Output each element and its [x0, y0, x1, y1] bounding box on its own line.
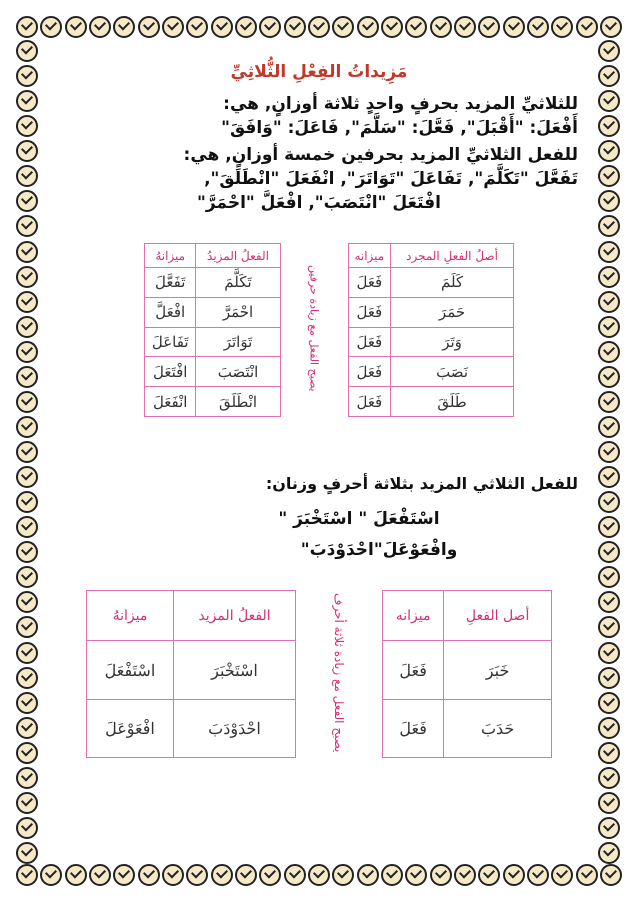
table-cell: حَدَبَ — [444, 699, 552, 757]
border-bead-icon — [405, 16, 427, 38]
border-bead-icon — [503, 864, 525, 886]
border-bead-icon — [16, 215, 38, 237]
table-cell: انْطَلَقَ — [196, 387, 280, 417]
border-bead-icon — [16, 792, 38, 814]
border-bead-icon — [138, 16, 160, 38]
border-bead-icon — [598, 341, 620, 363]
border-bead-icon — [598, 316, 620, 338]
table-cell: خَبَرَ — [444, 641, 552, 699]
border-bead-icon — [478, 16, 500, 38]
table-cell: افْعَلَّ — [145, 297, 196, 327]
table-cell: تَكَلَّمَ — [196, 268, 280, 298]
border-bead-icon — [284, 16, 306, 38]
border-bead-icon — [16, 115, 38, 137]
border-bead-icon — [551, 864, 573, 886]
border-bead-icon — [454, 864, 476, 886]
border-bead-icon — [16, 864, 38, 886]
border-bead-icon — [16, 616, 38, 638]
border-bead-icon — [598, 140, 620, 162]
border-bead-icon — [16, 65, 38, 87]
border-bead-icon — [598, 466, 620, 488]
table-cell: تَوَاتَرَ — [196, 327, 280, 357]
table-cell: تَفَاعَلَ — [145, 327, 196, 357]
border-bead-icon — [89, 864, 111, 886]
table-header: ميزانه — [348, 244, 390, 268]
border-bead-icon — [503, 16, 525, 38]
border-bead-icon — [211, 16, 233, 38]
border-bead-icon — [16, 366, 38, 388]
border-bead-icon — [598, 215, 620, 237]
table-header: الفعلُ المزيدُ — [196, 244, 280, 268]
border-bead-icon — [598, 566, 620, 588]
border-bead-icon — [40, 16, 62, 38]
border-bead-icon — [65, 16, 87, 38]
rule-three-letters: للفعل الثلاثي المزيد بثلاثة أحرفٍ وزنان: — [265, 474, 578, 493]
border-bead-icon — [16, 316, 38, 338]
border-bead-icon — [598, 842, 620, 864]
border-bead-icon — [284, 864, 306, 886]
side-label — [296, 591, 383, 758]
border-bead-icon — [89, 16, 111, 38]
border-bead-icon — [576, 16, 598, 38]
border-bead-icon — [598, 40, 620, 62]
border-bead-icon — [381, 864, 403, 886]
right-decorative-border — [598, 40, 622, 864]
border-bead-icon — [16, 767, 38, 789]
border-bead-icon — [16, 817, 38, 839]
top-decorative-border — [16, 16, 622, 40]
table-cell: وَتَرَ — [391, 327, 514, 357]
border-bead-icon — [598, 266, 620, 288]
border-bead-icon — [600, 864, 622, 886]
border-bead-icon — [598, 742, 620, 764]
table-cell: طَلَقَ — [391, 387, 514, 417]
border-bead-icon — [598, 90, 620, 112]
border-bead-icon — [527, 16, 549, 38]
border-bead-icon — [16, 266, 38, 288]
table-cell: انْفَعَلَ — [145, 387, 196, 417]
two-letter-table — [144, 243, 514, 417]
border-bead-icon — [598, 241, 620, 263]
rule-three-letters-example-b: وافْعَوْعَلَ"احْدَوْدَبَ" — [300, 540, 458, 560]
border-bead-icon — [16, 40, 38, 62]
side-label-text: يصبح الفعل مع زيادة ثلاثة أحرف — [332, 592, 347, 753]
border-bead-icon — [16, 466, 38, 488]
table-cell: فَعَلَ — [348, 297, 390, 327]
border-bead-icon — [357, 864, 379, 886]
border-bead-icon — [598, 792, 620, 814]
border-bead-icon — [308, 864, 330, 886]
border-bead-icon — [551, 16, 573, 38]
table-cell: فَعَلَ — [348, 327, 390, 357]
rule-two-letters-examples-a: تَفَعَّلَ "تَكَلَّمَ", تَفَاعَلَ "تَوَاتَرَ", انْفَعَلَ "انْطَلَقَ", — [204, 169, 578, 189]
border-bead-icon — [598, 65, 620, 87]
border-bead-icon — [598, 692, 620, 714]
border-bead-icon — [454, 16, 476, 38]
table-cell: احْمَرَّ — [196, 297, 280, 327]
border-bead-icon — [381, 16, 403, 38]
left-decorative-border — [16, 40, 40, 864]
border-bead-icon — [16, 140, 38, 162]
border-bead-icon — [598, 441, 620, 463]
border-bead-icon — [186, 864, 208, 886]
border-bead-icon — [598, 642, 620, 664]
border-bead-icon — [16, 491, 38, 513]
table-header: ميزانه — [383, 591, 444, 641]
table-cell: فَعَلَ — [348, 357, 390, 387]
table-header-row — [87, 591, 552, 641]
border-bead-icon — [430, 864, 452, 886]
three-letter-table — [86, 590, 552, 758]
border-bead-icon — [16, 667, 38, 689]
border-bead-icon — [16, 591, 38, 613]
bottom-decorative-border — [16, 864, 622, 888]
table-header: ميزانهُ — [87, 591, 174, 641]
table-cell: اسْتَفْعَلَ — [87, 641, 174, 699]
table-header-row — [145, 244, 514, 268]
border-bead-icon — [16, 516, 38, 538]
side-label-text: يصبح الفعل مع زيادة حرفين — [307, 265, 321, 392]
table-cell: افْعَوْعَلَ — [87, 699, 174, 757]
border-bead-icon — [16, 692, 38, 714]
border-bead-icon — [186, 16, 208, 38]
border-bead-icon — [259, 16, 281, 38]
border-bead-icon — [16, 190, 38, 212]
border-bead-icon — [16, 341, 38, 363]
rule-one-letter: للثلاثيِّ المزيد بحرفٍ واحدٍ ثلاثة أوزانٍ, هي: — [223, 94, 578, 114]
border-bead-icon — [598, 165, 620, 187]
border-bead-icon — [138, 864, 160, 886]
table-cell: افْتَعَلَ — [145, 357, 196, 387]
border-bead-icon — [162, 16, 184, 38]
table-cell: احْدَوْدَبَ — [173, 699, 295, 757]
border-bead-icon — [16, 566, 38, 588]
border-bead-icon — [527, 864, 549, 886]
border-bead-icon — [598, 591, 620, 613]
border-bead-icon — [598, 717, 620, 739]
border-bead-icon — [16, 291, 38, 313]
border-bead-icon — [430, 16, 452, 38]
border-bead-icon — [598, 416, 620, 438]
border-bead-icon — [16, 241, 38, 263]
border-bead-icon — [16, 416, 38, 438]
table-cell: انْتَصَبَ — [196, 357, 280, 387]
border-bead-icon — [16, 541, 38, 563]
border-bead-icon — [162, 864, 184, 886]
border-bead-icon — [65, 864, 87, 886]
border-bead-icon — [478, 864, 500, 886]
border-bead-icon — [600, 16, 622, 38]
border-bead-icon — [598, 817, 620, 839]
border-bead-icon — [16, 165, 38, 187]
table-cell: فَعَلَ — [383, 641, 444, 699]
table-cell: فَعَلَ — [383, 699, 444, 757]
table-cell: كَلَمَ — [391, 268, 514, 298]
border-bead-icon — [16, 391, 38, 413]
table-header: أصل الفعلِ — [444, 591, 552, 641]
border-bead-icon — [211, 864, 233, 886]
border-bead-icon — [598, 667, 620, 689]
border-bead-icon — [40, 864, 62, 886]
border-bead-icon — [16, 717, 38, 739]
table-cell: اسْتَخْبَرَ — [173, 641, 295, 699]
border-bead-icon — [598, 366, 620, 388]
border-bead-icon — [598, 767, 620, 789]
border-bead-icon — [16, 441, 38, 463]
table-cell: فَعَلَ — [348, 387, 390, 417]
table-cell: فَعَلَ — [348, 268, 390, 298]
border-bead-icon — [16, 90, 38, 112]
rule-one-letter-examples: أَفْعَلَ: "أَقْبَلَ", فَعَّلَ: "سَلَّمَ", فَاعَلَ: "وَافَقَ" — [221, 118, 578, 138]
border-bead-icon — [16, 742, 38, 764]
table-cell: نَصَبَ — [391, 357, 514, 387]
rule-two-letters: للفعل الثلاثيِّ المزيد بحرفين خمسة أوزانٍ, هي: — [183, 145, 578, 165]
border-bead-icon — [308, 16, 330, 38]
border-bead-icon — [598, 616, 620, 638]
border-bead-icon — [598, 115, 620, 137]
border-bead-icon — [332, 16, 354, 38]
table-cell: تَفَعَّلَ — [145, 268, 196, 298]
side-label — [280, 244, 348, 417]
page-title: مَزِيداتُ الفِعْلِ الثُّلاثِيِّ — [230, 62, 408, 82]
border-bead-icon — [576, 864, 598, 886]
table-header: ميزانهُ — [145, 244, 196, 268]
rule-two-letters-examples-b: افْتَعَلَ "انْتَصَبَ", افْعَلَّ "احْمَرَّ" — [197, 193, 441, 213]
border-bead-icon — [405, 864, 427, 886]
border-bead-icon — [259, 864, 281, 886]
border-bead-icon — [332, 864, 354, 886]
border-bead-icon — [16, 642, 38, 664]
border-bead-icon — [235, 16, 257, 38]
border-bead-icon — [16, 842, 38, 864]
border-bead-icon — [598, 391, 620, 413]
table-cell: حَمَرَ — [391, 297, 514, 327]
table-header: أصلُ الفعلِ المجرد — [391, 244, 514, 268]
rule-three-letters-example-a: اسْتَفْعَلَ " اسْتَخْبَرَ " — [278, 509, 440, 529]
border-bead-icon — [113, 864, 135, 886]
border-bead-icon — [113, 16, 135, 38]
border-bead-icon — [598, 291, 620, 313]
border-bead-icon — [357, 16, 379, 38]
border-bead-icon — [235, 864, 257, 886]
border-bead-icon — [16, 16, 38, 38]
table-header: الفعلُ المزيد — [173, 591, 295, 641]
